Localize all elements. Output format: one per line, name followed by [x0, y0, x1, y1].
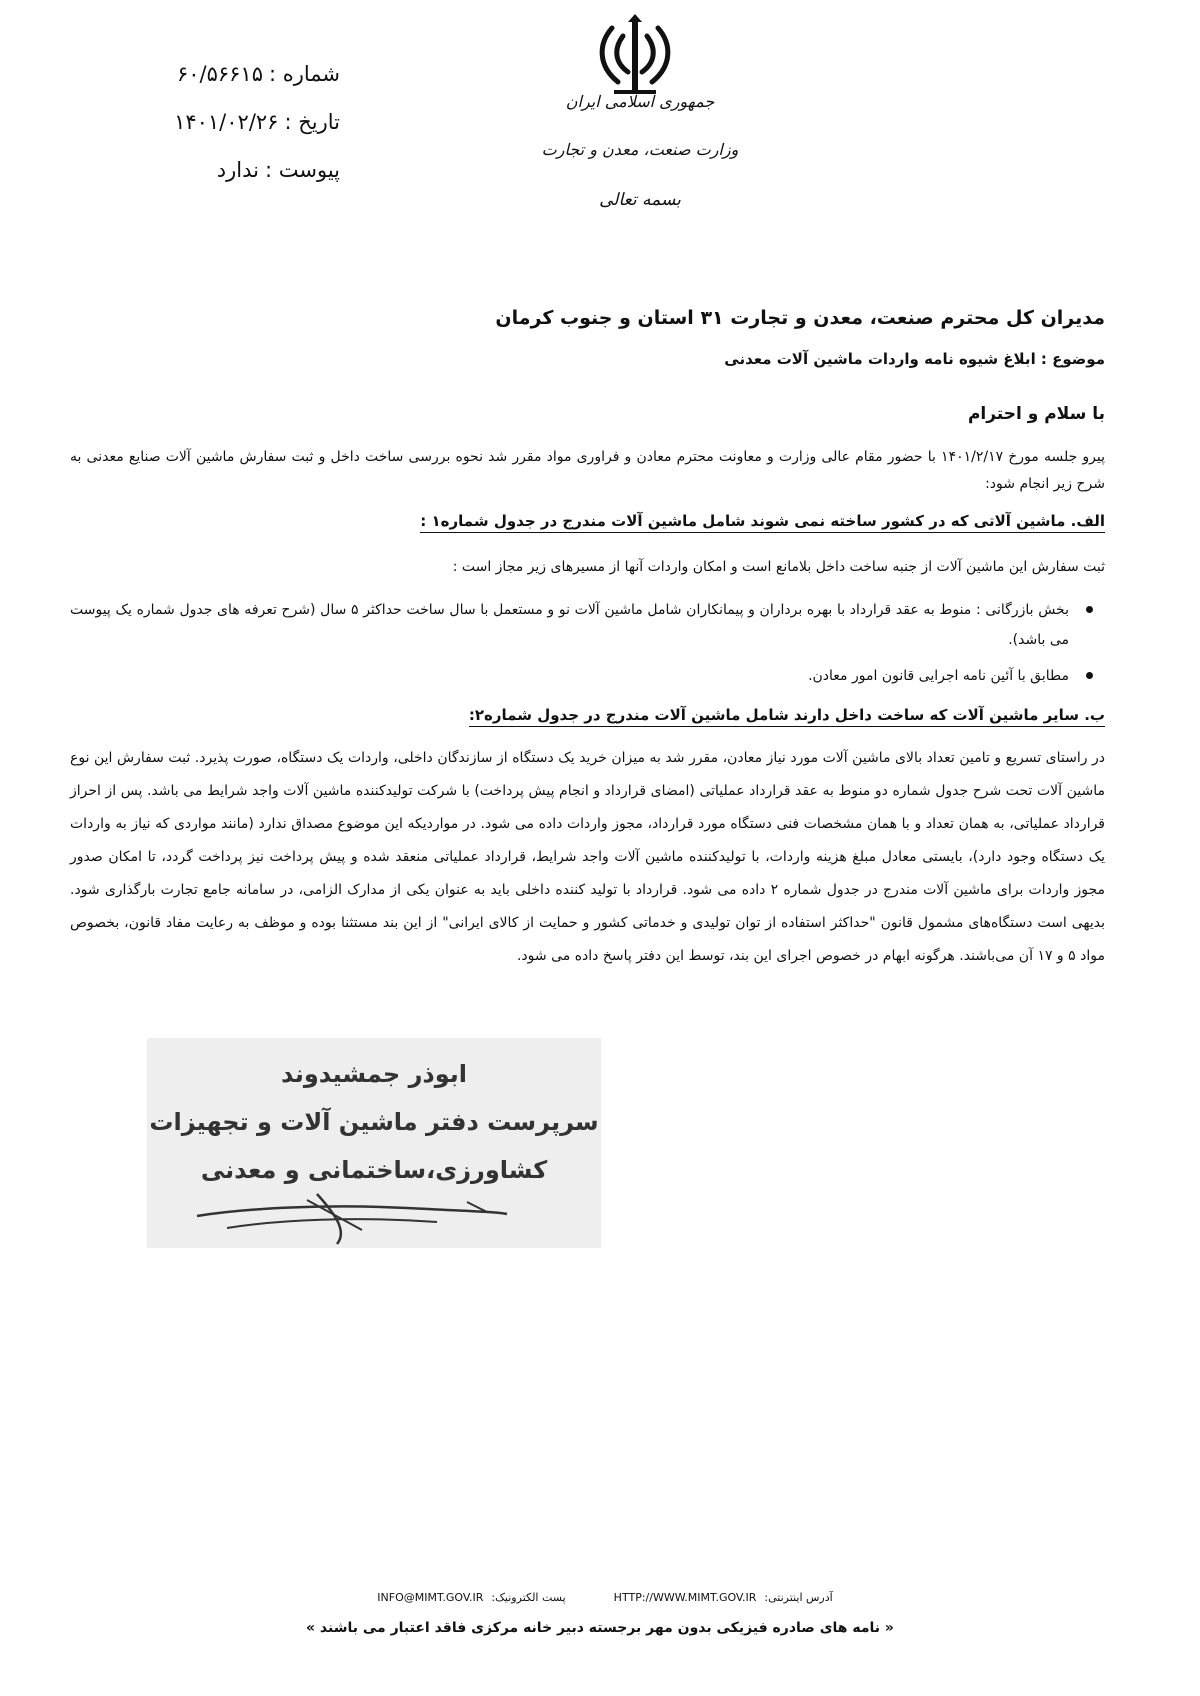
letter-attachment-value: ندارد — [216, 158, 259, 182]
footer-contacts — [280, 1591, 930, 1604]
list-item-text: بخش بازرگانی : منوط به عقد قرارداد با بهره برداران و پیمانکاران شامل ماشین آلات نو و مستعمل با سال ساخت حداکثر ۵ سال (شرح تعرفه های جدول شماره یک پیوست می باشد). — [70, 602, 1069, 648]
section-b-title: ب. سایر ماشین آلات که ساخت داخل دارند شامل ماشین آلات مندرج در جدول شماره۲: — [469, 706, 1105, 727]
iran-emblem-icon — [590, 10, 680, 100]
section-a-bullets — [70, 595, 1105, 697]
website-label: آدرس اینترنتی: — [764, 1591, 833, 1604]
letter-date-label: تاریخ : — [284, 110, 340, 134]
letter-date — [80, 108, 340, 136]
email-label: پست الکترونیک: — [491, 1591, 566, 1604]
signatory-title-line2: کشاورزی،ساختمانی و معدنی — [200, 1156, 548, 1184]
intro-paragraph: پیرو جلسه مورخ ۱۴۰۱/۲/۱۷ با حضور مقام عالی وزارت و معاونت محترم معادن و فراوری مواد مقرر شد نحوه بررسی ساخت داخل و ثبت سفارش ماشین آلات صنایع معدنی به شرح زیر انجام شود: — [70, 449, 1105, 492]
letter-number-label: شماره : — [268, 62, 340, 86]
basmala: بسمه تعالی — [599, 190, 681, 210]
list-item — [70, 595, 1105, 655]
footer-email — [377, 1591, 565, 1604]
section-a-paragraph: ثبت سفارش این ماشین آلات از جنبه ساخت داخل بلامانع است و امکان واردات آنها از مسیرهای زیر مجاز است : — [452, 559, 1105, 575]
footer-note: « نامه های صادره فیزیکی بدون مهر برجسته دبیر خانه مرکزی فاقد اعتبار می باشند » — [306, 1620, 894, 1636]
letter-attachment-label: پیوست : — [265, 158, 340, 182]
letter-number — [80, 60, 340, 88]
list-item — [70, 661, 1105, 691]
letter-number-value: ۶۰/۵۶۶۱۵ — [176, 62, 263, 86]
letter-meta — [80, 60, 340, 204]
section-a-title: الف. ماشین آلاتی که در کشور ساخته نمی شوند شامل ماشین آلات مندرج در جدول شماره۱ : — [420, 512, 1105, 533]
subject: موضوع : ابلاغ شیوه نامه واردات ماشین آلات معدنی — [724, 350, 1105, 368]
recipient: مدیران کل محترم صنعت، معدن و تجارت ۳۱ استان و جنوب کرمان — [495, 307, 1105, 329]
signature-stamp — [147, 1038, 601, 1248]
section-b-paragraph: در راستای تسریع و تامین تعداد بالای ماشین آلات مورد نیاز معادن، مقرر شد به میزان خرید یک دستگاه از سازندگان داخلی، واردات یک دستگاه، صورت پذیرد. ثبت سفارش این نوع ماشین آلات تحت شرح جدول شماره دو منوط به عقد قرارداد عملیاتی (امضای قرارداد و انجام پیش پرداخت) با شرکت تولیدکننده ماشین آلات واجد شرایط می باشد. پس از احراز قرارداد عملیاتی، به همان تعداد و با همان مشخصات فنی دستگاه مورد قرارداد، مجوز واردات داده می شود. در مواردیکه این موضوع مصداق ندارد (مانند مواردی که نیاز به واردات یک دستگاه وجود دارد)، بایستی معادل مبلغ هزینه واردات، با تولیدکننده ماشین آلات واجد شرایط، قرارداد عملیاتی منعقد شده و پیش پرداخت نیز پرداخت گردد، تا امکان صدور مجوز واردات برای ماشین آلات مندرج در جدول شماره ۲ داده می شود. قرارداد با تولید کننده داخلی باید به عنوان یکی از مدارک الزامی، در سامانه جامع تجارت بارگذاری شود. بدیهی است دستگاه‌های مشمول قانون "حداکثر استفاده از توان تولیدی و خدماتی کشور و حمایت از کالای ایرانی" از این بند مستثنا بوده و موظف به رعایت مفاد قانون، بخصوص مواد ۵ و ۱۷ آن می‌باشند. هرگونه ابهام در خصوص اجرای این بند، توسط این دفتر پاسخ داده می شود. — [70, 750, 1105, 964]
ministry-title: وزارت صنعت، معدن و تجارت — [541, 140, 739, 159]
footer-website — [614, 1591, 833, 1604]
list-item-text: مطابق با آئین نامه اجرایی قانون امور معادن. — [808, 668, 1069, 684]
bullet-icon — [1086, 606, 1093, 613]
bullet-icon — [1086, 672, 1093, 679]
greeting: با سلام و احترام — [967, 404, 1105, 424]
letter-attachment — [80, 156, 340, 184]
signatory-title-line1: سرپرست دفتر ماشین آلات و تجهیزات — [149, 1108, 599, 1136]
email-link[interactable]: INFO@MIMT.GOV.IR — [377, 1591, 484, 1604]
signature-scribble-icon — [187, 1186, 517, 1246]
website-link[interactable]: HTTP://WWW.MIMT.GOV.IR — [613, 1591, 757, 1604]
signatory-name: ابوذر جمشیدوند — [280, 1060, 468, 1088]
letter-date-value: ۱۴۰۱/۰۲/۲۶ — [174, 110, 279, 134]
republic-title: جمهوری اسلامی ایران — [565, 92, 715, 111]
